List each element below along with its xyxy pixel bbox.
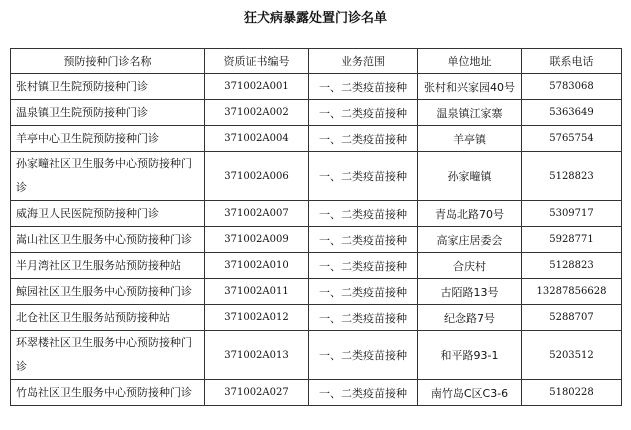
clinic-name-cell: 张村镇卫生院预防接种门诊 — [11, 74, 205, 100]
address-cell: 纪念路7号 — [418, 305, 522, 331]
business-scope-cell: 一、二类疫苗接种 — [309, 227, 418, 253]
table-row — [11, 331, 622, 380]
business-scope-cell: 一、二类疫苗接种 — [309, 100, 418, 126]
phone-cell: 5765754 — [522, 126, 622, 152]
phone-cell: 5928771 — [522, 227, 622, 253]
certificate-number-cell: 371002A009 — [205, 227, 309, 253]
phone-cell: 5203512 — [522, 331, 622, 380]
certificate-number-cell: 371002A002 — [205, 100, 309, 126]
phone-cell: 5288707 — [522, 305, 622, 331]
clinic-name-cell: 孙家疃社区卫生服务中心预防接种门诊 — [11, 152, 205, 201]
certificate-number-cell: 371002A006 — [205, 152, 309, 201]
business-scope-cell: 一、二类疫苗接种 — [309, 201, 418, 227]
address-cell: 羊亭镇 — [418, 126, 522, 152]
table-row — [11, 201, 622, 227]
clinic-table — [10, 48, 622, 406]
business-scope-cell: 一、二类疫苗接种 — [309, 152, 418, 201]
clinic-name-cell: 竹岛社区卫生服务中心预防接种门诊 — [11, 380, 205, 406]
address-cell: 张村和兴家园40号 — [418, 74, 522, 100]
table-row — [11, 100, 622, 126]
clinic-name-cell: 嵩山社区卫生服务中心预防接种门诊 — [11, 227, 205, 253]
address-cell: 合庆村 — [418, 253, 522, 279]
address-cell: 高家庄居委会 — [418, 227, 522, 253]
table-row — [11, 253, 622, 279]
phone-cell: 5309717 — [522, 201, 622, 227]
page-title: 狂犬病暴露处置门诊名单 — [243, 11, 387, 26]
clinic-name-cell: 半月湾社区卫生服务站预防接种站 — [11, 253, 205, 279]
address-cell: 温泉镇江家寨 — [418, 100, 522, 126]
address-cell: 青岛北路70号 — [418, 201, 522, 227]
column-header-certificate-number: 资质证书编号 — [205, 49, 309, 74]
clinic-name-cell: 鲸园社区卫生服务中心预防接种门诊 — [11, 279, 205, 305]
certificate-number-cell: 371002A013 — [205, 331, 309, 380]
business-scope-cell: 一、二类疫苗接种 — [309, 305, 418, 331]
address-cell: 古陌路13号 — [418, 279, 522, 305]
address-cell: 和平路93-1 — [418, 331, 522, 380]
table-row — [11, 74, 622, 100]
business-scope-cell: 一、二类疫苗接种 — [309, 331, 418, 380]
column-header-clinic-name: 预防接种门诊名称 — [11, 49, 205, 74]
phone-cell: 13287856628 — [522, 279, 622, 305]
table-header-row — [11, 49, 622, 74]
column-header-phone: 联系电话 — [522, 49, 622, 74]
certificate-number-cell: 371002A004 — [205, 126, 309, 152]
clinic-name-cell: 北仓社区卫生服务站预防接种站 — [11, 305, 205, 331]
table-row — [11, 227, 622, 253]
table-row — [11, 152, 622, 201]
certificate-number-cell: 371002A011 — [205, 279, 309, 305]
table-row — [11, 380, 622, 406]
phone-cell: 5128823 — [522, 152, 622, 201]
clinic-name-cell: 威海卫人民医院预防接种门诊 — [11, 201, 205, 227]
business-scope-cell: 一、二类疫苗接种 — [309, 74, 418, 100]
phone-cell: 5180228 — [522, 380, 622, 406]
business-scope-cell: 一、二类疫苗接种 — [309, 253, 418, 279]
clinic-name-cell: 温泉镇卫生院预防接种门诊 — [11, 100, 205, 126]
certificate-number-cell: 371002A012 — [205, 305, 309, 331]
address-cell: 孙家疃镇 — [418, 152, 522, 201]
phone-cell: 5363649 — [522, 100, 622, 126]
business-scope-cell: 一、二类疫苗接种 — [309, 380, 418, 406]
table-row — [11, 305, 622, 331]
address-cell: 南竹岛C区C3-6 — [418, 380, 522, 406]
column-header-business-scope: 业务范围 — [309, 49, 418, 74]
clinic-name-cell: 羊亭中心卫生院预防接种门诊 — [11, 126, 205, 152]
certificate-number-cell: 371002A010 — [205, 253, 309, 279]
table-row — [11, 279, 622, 305]
phone-cell: 5128823 — [522, 253, 622, 279]
business-scope-cell: 一、二类疫苗接种 — [309, 126, 418, 152]
table-row — [11, 126, 622, 152]
phone-cell: 5783068 — [522, 74, 622, 100]
certificate-number-cell: 371002A001 — [205, 74, 309, 100]
certificate-number-cell: 371002A027 — [205, 380, 309, 406]
business-scope-cell: 一、二类疫苗接种 — [309, 279, 418, 305]
clinic-name-cell: 环翠楼社区卫生服务中心预防接种门诊 — [11, 331, 205, 380]
column-header-address: 单位地址 — [418, 49, 522, 74]
certificate-number-cell: 371002A007 — [205, 201, 309, 227]
